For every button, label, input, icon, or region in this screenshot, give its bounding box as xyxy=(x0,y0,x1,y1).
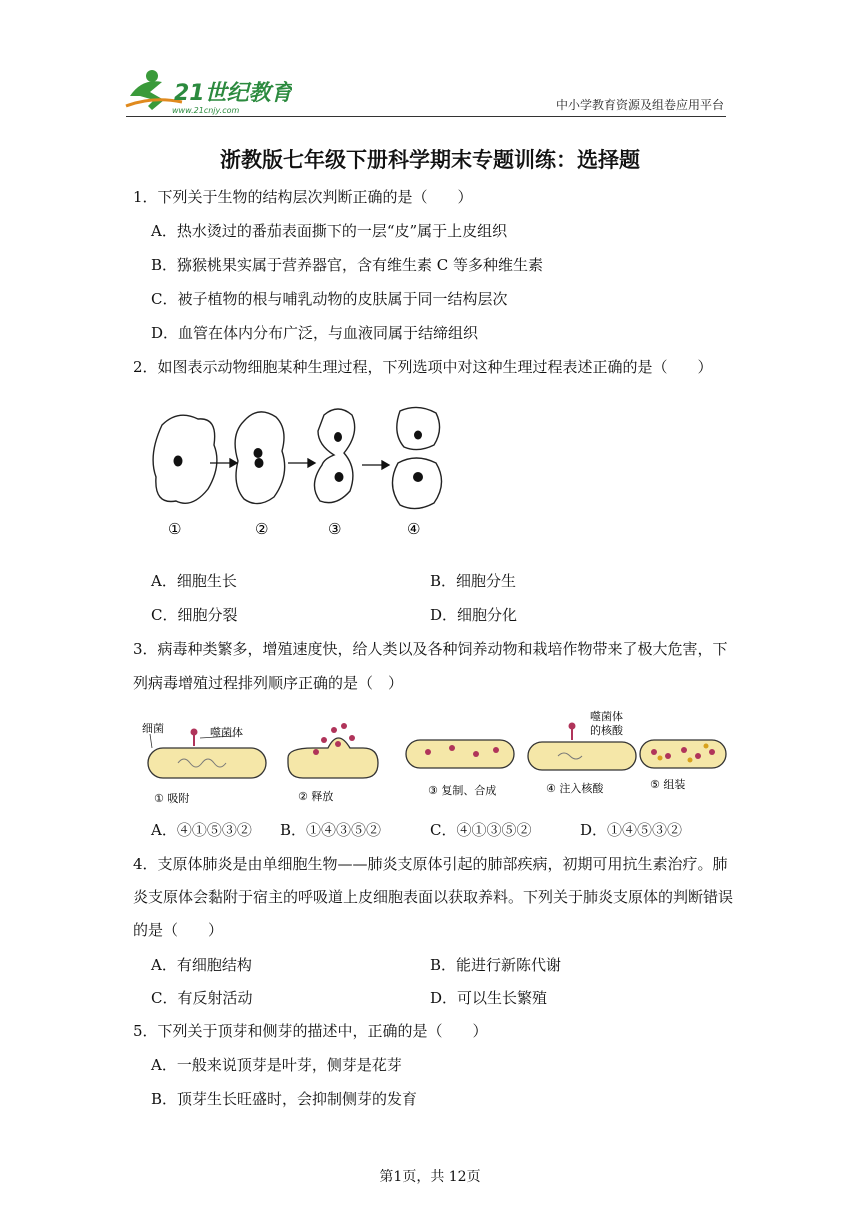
q3-option-d: D．①④⑤③② xyxy=(580,821,683,839)
cell-4a-outline xyxy=(397,407,440,449)
label-step5: ⑤ 组装 xyxy=(650,778,686,791)
fig-label-3: ③ xyxy=(328,520,342,538)
q3-stem-line-2: 列病毒增殖过程排列顺序正确的是（ ） xyxy=(133,674,404,692)
q1-option-a: A．热水烫过的番茄表面撕下的一层“皮”属于上皮组织 xyxy=(151,222,508,240)
cell-1-outline xyxy=(153,415,217,503)
label-step1: ① 吸附 xyxy=(154,792,190,805)
q4-option-d: D．可以生长繁殖 xyxy=(430,989,548,1007)
q1-option-b: B．猕猴桃果实属于营养器官，含有维生素 C 等多种维生素 xyxy=(151,256,544,274)
fig-label-1: ① xyxy=(168,520,182,538)
q2-option-b: B．细胞分生 xyxy=(430,572,517,590)
q3-option-c: C．④①③⑤② xyxy=(430,821,532,839)
fig-label-4: ④ xyxy=(407,520,421,538)
panel-release xyxy=(288,723,378,803)
label-phage-nucleic-2: 的核酸 xyxy=(590,724,623,737)
fig-label-2: ② xyxy=(255,520,269,538)
label-phage: 噬菌体 xyxy=(210,726,243,739)
q3-stem-line-1: 3．病毒种类繁多，增殖速度快，给人类以及各种饲养动物和栽培作物带来了极大危害，下 xyxy=(133,640,728,658)
header-divider xyxy=(126,116,726,117)
label-step2: ② 释放 xyxy=(298,790,334,803)
q4-option-a: A．有细胞结构 xyxy=(151,956,252,974)
q1-option-c: C．被子植物的根与哺乳动物的皮肤属于同一结构层次 xyxy=(151,290,508,308)
cell-2-outline xyxy=(235,412,285,504)
q2-option-d: D．细胞分化 xyxy=(430,606,518,624)
label-step3: ③ 复制、合成 xyxy=(428,784,497,797)
panel-injection xyxy=(528,709,636,795)
q4-stem-line-1: 4．支原体肺炎是由单细胞生物——肺炎支原体引起的肺部疾病，初期可用抗生素治疗。肺 xyxy=(133,855,728,873)
q5-option-a: A．一般来说顶芽是叶芽，侧芽是花芽 xyxy=(151,1056,402,1074)
q2-option-c: C．细胞分裂 xyxy=(151,606,238,624)
panel-assembly xyxy=(640,740,726,791)
logo-url: www.21cnjy.com xyxy=(172,106,240,115)
panel-adsorption xyxy=(142,721,266,805)
q3-option-a: A．④①⑤③② xyxy=(151,821,252,839)
q1-option-d: D．血管在体内分布广泛，与血液同属于结缔组织 xyxy=(151,324,479,342)
q4-option-c: C．有反射活动 xyxy=(151,989,253,1007)
label-bacterium: 细菌 xyxy=(142,722,164,735)
label-step4: ④ 注入核酸 xyxy=(546,782,604,795)
q1-stem: 1．下列关于生物的结构层次判断正确的是（ ） xyxy=(133,188,473,206)
page-footer: 第1页，共 12页 xyxy=(379,1169,481,1185)
q5-stem: 5．下列关于顶芽和侧芽的描述中，正确的是（ ） xyxy=(133,1022,488,1040)
site-logo xyxy=(122,66,292,118)
page-title: 浙教版七年级下册科学期末专题训练：选择题 xyxy=(220,148,640,172)
q2-option-a: A．细胞生长 xyxy=(151,572,237,590)
virus-replication-figure xyxy=(138,708,738,812)
q2-stem: 2．如图表示动物细胞某种生理过程，下列选项中对这种生理过程表述正确的是（ ） xyxy=(133,358,713,376)
q3-option-b: B．①④③⑤② xyxy=(280,821,382,839)
cell-3-outline xyxy=(314,409,354,503)
q4-stem-line-2: 炎支原体会黏附于宿主的呼吸道上皮细胞表面以获取养料。下列关于肺炎支原体的判断错误 xyxy=(133,888,734,906)
q5-option-b: B．顶芽生长旺盛时，会抑制侧芽的发育 xyxy=(151,1090,418,1108)
logo-text: 21世纪教育 xyxy=(174,81,292,106)
q4-stem-line-3: 的是（ ） xyxy=(133,921,224,939)
cell-division-figure xyxy=(148,405,448,549)
panel-replication xyxy=(406,740,514,797)
cell-4b-outline xyxy=(392,458,441,509)
label-phage-nucleic-1: 噬菌体 xyxy=(590,710,623,723)
platform-name: 中小学教育资源及组卷应用平台 xyxy=(555,98,724,112)
q4-option-b: B．能进行新陈代谢 xyxy=(430,956,562,974)
